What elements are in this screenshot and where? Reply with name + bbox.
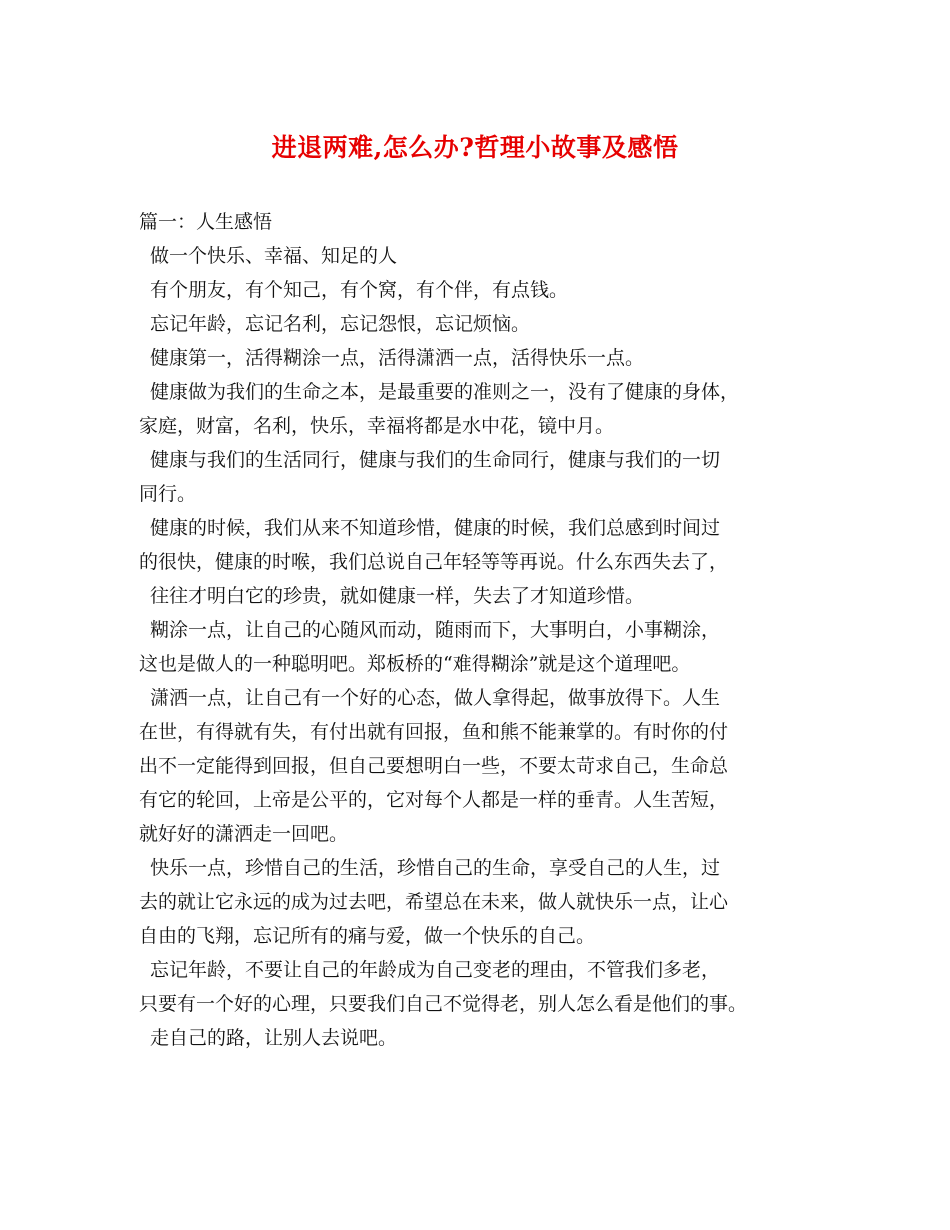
text-line: 去的就让它永远的成为过去吧，希望总在未来，做人就快乐一点，让心	[139, 891, 729, 913]
text-line: 有个朋友，有个知己，有个窝，有个伴，有点钱。	[150, 279, 569, 301]
text-line: 只要有一个好的心理，只要我们自己不觉得老，别人怎么看是他们的事。	[139, 993, 748, 1015]
text-line: 走自己的路，让别人去说吧。	[150, 1027, 398, 1049]
text-line: 往往才明白它的珍贵，就如健康一样，失去了才知道珍惜。	[150, 585, 645, 607]
text-line: 忘记年龄，忘记名利，忘记怨恨，忘记烦恼。	[150, 313, 531, 335]
text-line: 的很快，健康的时喉，我们总说自己年轻等等再说。什么东西失去了，	[139, 551, 729, 573]
text-line: 篇一：人生感悟	[139, 211, 273, 233]
text-line: 健康与我们的生活同行，健康与我们的生命同行，健康与我们的一切	[150, 449, 721, 471]
text-line: 同行。	[139, 483, 197, 505]
text-line: 健康做为我们的生命之本，是最重要的准则之一，没有了健康的身体，	[150, 381, 740, 403]
text-line: 健康第一，活得糊涂一点，活得潇洒一点，活得快乐一点。	[150, 347, 645, 369]
text-line: 糊涂一点，让自己的心随风而动，随雨而下，大事明白，小事糊涂，	[150, 619, 721, 641]
text-line: 自由的飞翔，忘记所有的痛与爱，做一个快乐的自己。	[139, 925, 596, 947]
text-line: 出不一定能得到回报，但自己要想明白一些，不要太苛求自己，生命总	[139, 755, 729, 777]
text-line: 忘记年龄，不要让自己的年龄成为自己变老的理由，不管我们多老，	[150, 959, 721, 981]
text-line: 做一个快乐、幸福、知足的人	[150, 245, 398, 267]
text-line: 潇洒一点，让自己有一个好的心态，做人拿得起，做事放得下。人生	[150, 687, 721, 709]
text-line: 这也是做人的一种聪明吧。郑板桥的“难得糊涂”就是这个道理吧。	[139, 653, 691, 675]
text-line: 有它的轮回，上帝是公平的，它对每个人都是一样的垂青。人生苦短，	[139, 789, 729, 811]
document-title: 进退两难,怎么办?哲理小故事及感悟	[271, 133, 679, 162]
text-line: 就好好的潇洒走一回吧。	[139, 823, 349, 845]
text-line: 快乐一点，珍惜自己的生活，珍惜自己的生命，享受自己的人生，过	[150, 857, 721, 879]
text-line: 健康的时候，我们从来不知道珍惜，健康的时候，我们总感到时间过	[150, 517, 721, 539]
text-line: 家庭，财富，名利，快乐，幸福将都是水中花，镜中月。	[139, 415, 615, 437]
text-line: 在世，有得就有失，有付出就有回报，鱼和熊不能兼掌的。有时你的付	[139, 721, 729, 743]
document-body	[139, 205, 839, 1055]
